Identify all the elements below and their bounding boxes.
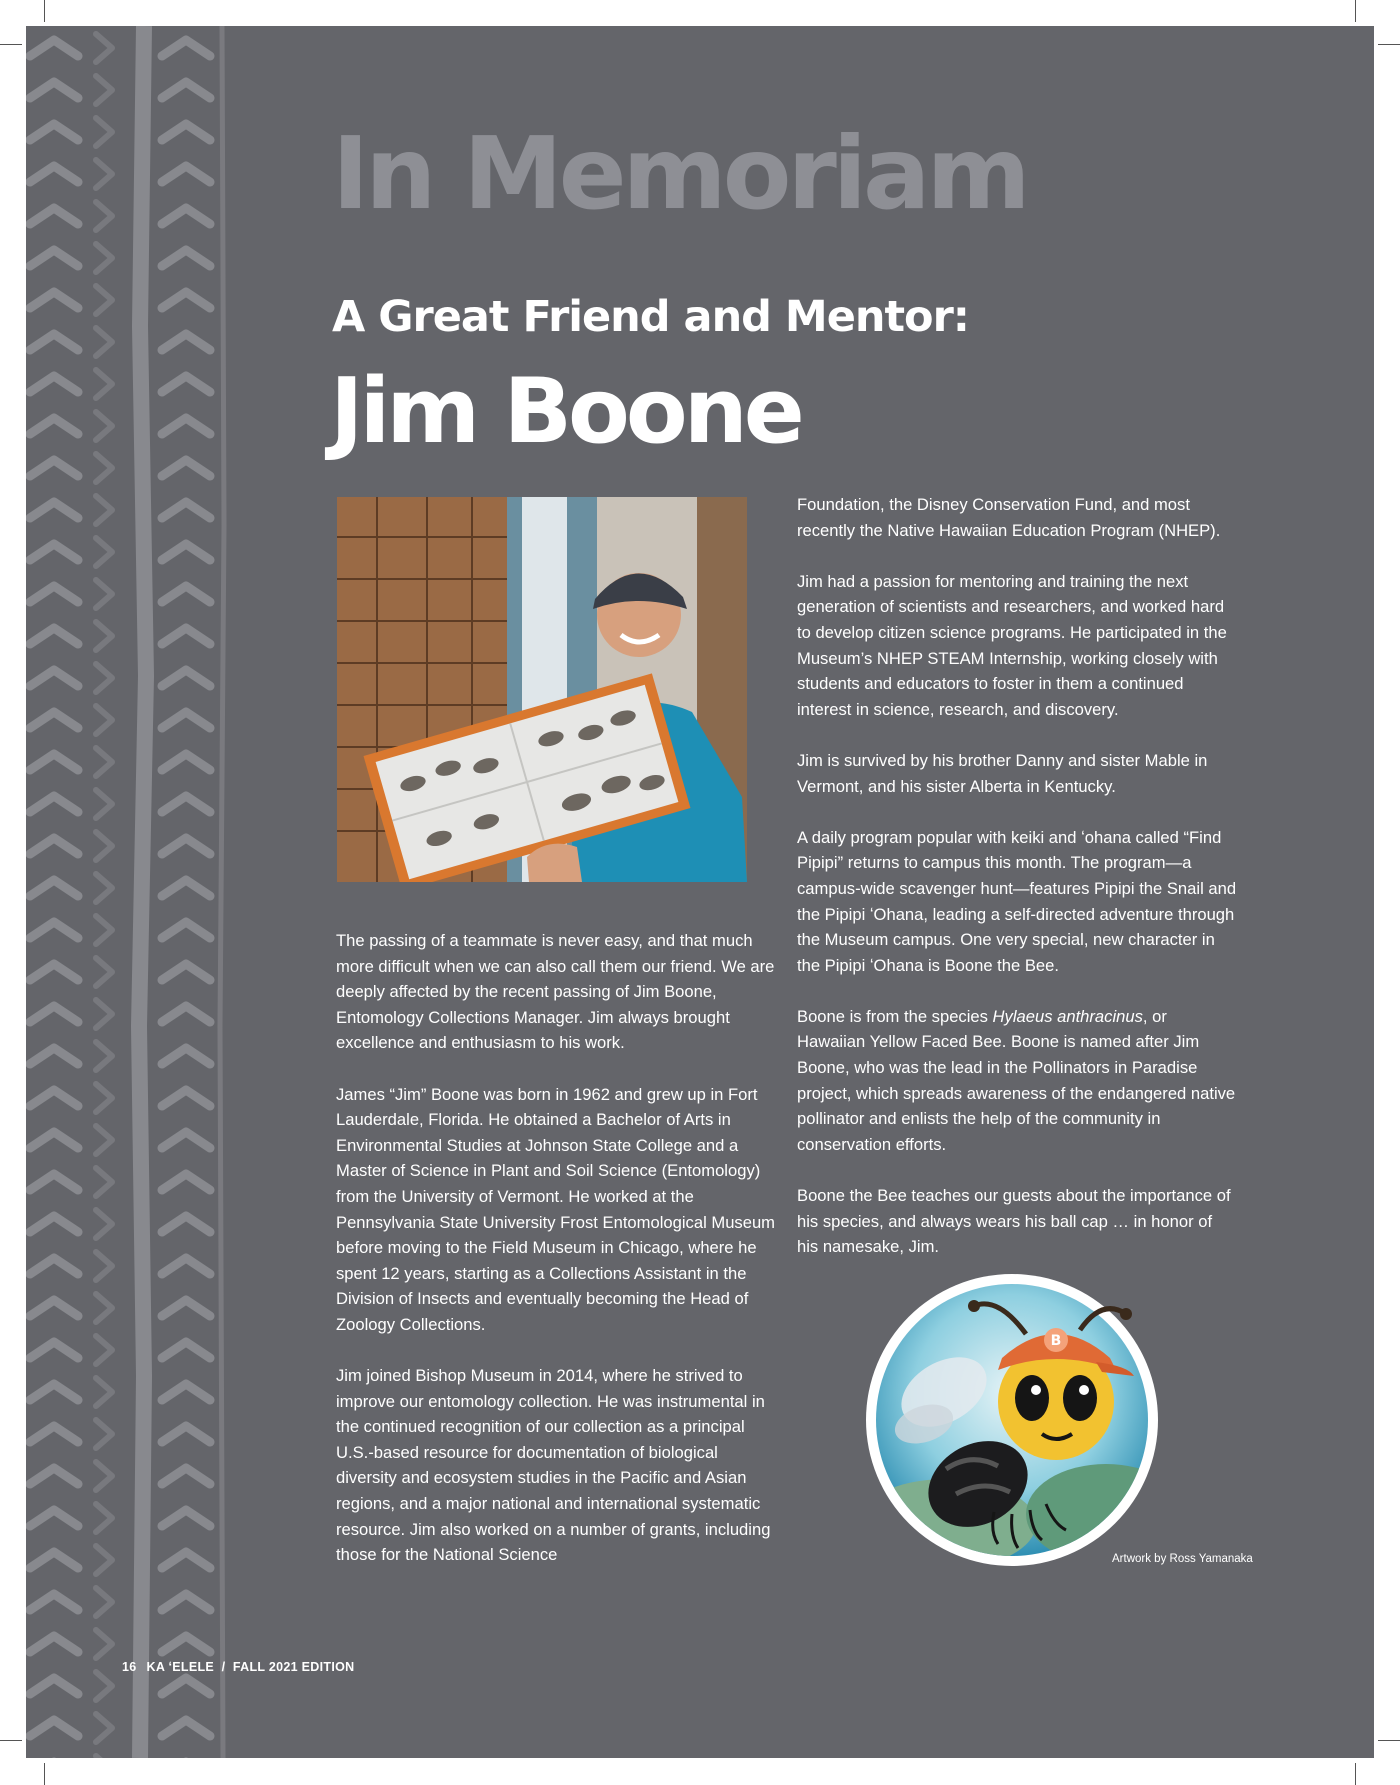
article-paragraph: James “Jim” Boone was born in 1962 and grew up in Fort Lauderdale, Florida. He obtained a Bachelor of Arts in Environmental Studies at Johnson State College and a Master of Science in Plant and Soil Science (Entomology) from the University of Vermont. He worked at the Pennsylvania State University Frost Entomological Museum before moving to the Field Museum in Chicago, where he spent 12 years, starting as a Collections Assistant in the Division of Insects and eventually becoming the Head of Zoology Collections. — [336, 1084, 775, 1334]
article-paragraph: A daily program popular with keiki and ʻohana called “Find Pipipi” returns to campus this month. The program—a campus-wide scavenger hunt—features Pipipi the Snail and the Pipipi ʻOhana, leading a self-directed adventure through the Museum campus. One very special, new character in the Pipipi ʻOhana is Boone the Bee. — [797, 827, 1237, 975]
article-paragraph: Jim had a passion for mentoring and training the next generation of scientists and researchers, and worked hard to develop citizen science programs. He participated in the Museum’s NHEP STEAM Internship, working closely with students and educators to foster in them a continued interest in science, research, and discovery. — [797, 571, 1227, 719]
crop-mark — [1355, 0, 1356, 22]
jim-boone-photo — [337, 497, 747, 882]
article-column-right — [797, 492, 1237, 1285]
decorative-border-pattern — [26, 26, 246, 1758]
article-kicker: A Great Friend and Mentor: — [332, 292, 969, 342]
species-paragraph — [797, 1004, 1237, 1158]
crop-mark — [1355, 1763, 1356, 1785]
crop-mark — [0, 44, 22, 45]
species-text-before: Boone is from the species — [797, 1006, 993, 1026]
article-paragraph: Boone the Bee teaches our guests about the importance of his species, and always wears his ball cap … in honor of his namesake, Jim. — [797, 1186, 1231, 1257]
magazine-page — [26, 26, 1374, 1758]
crop-mark — [0, 1740, 22, 1741]
article-paragraph: The passing of a teammate is never easy, and that much more difficult when we can also call them our friend. We are deeply affected by the recent passing of Jim Boone, Entomology Collections Manager. Jim always brought excellence and enthusiasm to his work. — [336, 931, 775, 1053]
article-column-left — [336, 928, 776, 1593]
page-number: 16 — [122, 1660, 137, 1674]
cap-letter: B — [1050, 1333, 1062, 1349]
crop-mark — [1378, 44, 1400, 45]
article-name-headline: Jim Boone — [330, 359, 801, 464]
page-footer — [122, 1660, 354, 1674]
publication-name: KA ʻELELE / FALL 2021 EDITION — [146, 1660, 355, 1674]
article-paragraph: Foundation, the Disney Conservation Fund, and most recently the Native Hawaiian Education Program (NHEP). — [797, 495, 1221, 540]
article-paragraph: Jim is survived by his brother Danny and sister Mable in Vermont, and his sister Alberta in Kentucky. — [797, 750, 1208, 796]
artwork-credit: Artwork by Ross Yamanaka — [1112, 1553, 1253, 1565]
crop-mark — [1378, 1740, 1400, 1741]
boone-the-bee-illustration — [866, 1274, 1158, 1566]
crop-mark — [44, 0, 45, 22]
crop-mark — [44, 1763, 45, 1785]
species-name: Hylaeus anthracinus — [992, 1006, 1143, 1026]
section-title: In Memoriam — [332, 115, 1027, 232]
species-text-after: , or Hawaiian Yellow Faced Bee. Boone is named after Jim Boone, who was the lead in the Pollinators in Paradise project, which spreads awareness of the endangered native pollinator and enlists the help of the community in conservation efforts. — [797, 1006, 1236, 1154]
article-paragraph: Jim joined Bishop Museum in 2014, where he strived to improve our entomology collection. He was instrumental in the continued recognition of our collection as a principal U.S.-based resource for documentation of biological diversity and ecosystem studies in the Pacific and Asian regions, and a major national and international systematic resource. Jim also worked on a number of grants, including those for the National Science — [336, 1366, 771, 1565]
